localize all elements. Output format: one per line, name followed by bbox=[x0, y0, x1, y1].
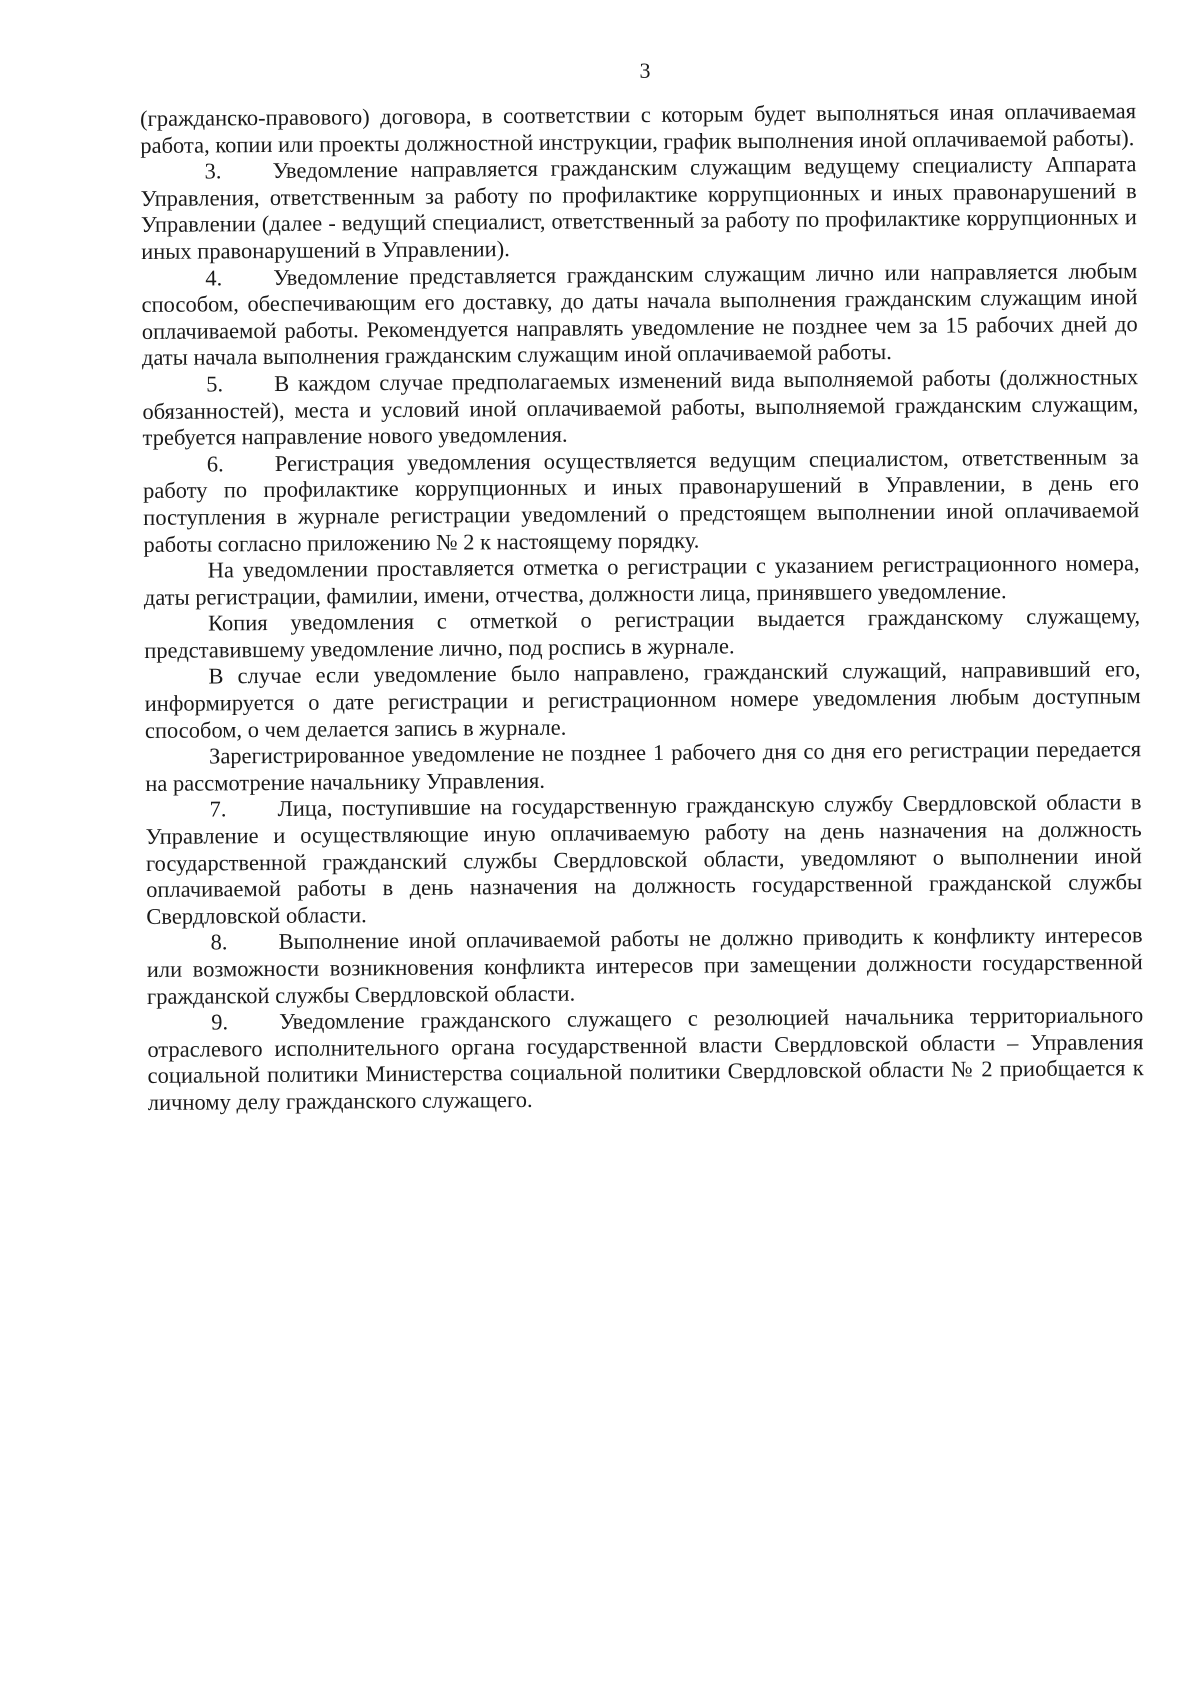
item-text: В каждом случае предполагаемых изменений вида выполняемой работы (должностных обязанностей), места и условий иной оплачиваемой работы, выполняемой гражданским служащим, требуется направление нового уведомления. bbox=[142, 364, 1139, 451]
item-number: 4. bbox=[205, 264, 223, 291]
page-number: 3 bbox=[639, 58, 651, 83]
registered-notification-paragraph: Зарегистрированное уведомление не позднее 1 рабочего дня со дня его регистрации передается на рассмотрение начальнику Управления. bbox=[145, 736, 1142, 796]
item-text: Регистрация уведомления осуществляется ведущим специалистом, ответственным за работу по профилактике коррупционных и иных правонарушений в Управлении, в день его поступления в журнале регистрации уведомлений о предстоящем выполнении иной оплачиваемой работы согласно приложению № 2 к настоящему порядку. bbox=[142, 443, 1140, 557]
item-number: 7. bbox=[209, 796, 227, 822]
numbered-item-8 bbox=[146, 923, 1143, 1011]
numbered-item-6 bbox=[143, 444, 1140, 558]
numbered-item-7 bbox=[145, 790, 1142, 931]
item-text: Уведомление гражданского служащего с резолюцией начальника территориального отраслевого исполнительного органа государственной власти Свердловской области – Управления социальной политики Министерства социальной политики Свердловской области № 2 приобщается к личному делу гражданского служащего. bbox=[147, 1002, 1144, 1115]
item-number: 9. bbox=[211, 1009, 229, 1035]
numbered-item-3 bbox=[140, 151, 1137, 265]
item-number: 6. bbox=[206, 451, 224, 477]
item-text: Уведомление представляется гражданским служащим лично или направляется любым способом, обеспечивающим его доставку, до даты начала выполнения гражданским служащим иной оплачиваемой работы. Рекомендуется направлять уведомление не позднее чем за 15 рабочих дней до даты начала выполнения гражданским служащим иной оплачиваемой работы. bbox=[141, 257, 1138, 371]
item-text: Лица, поступившие на государственную гражданскую службу Свердловской области в Управление и осуществляющие иную оплачиваемую работу на день назначения на должность государственной гражданский службы Свердловской области, уведомляют о выполнении иной оплачиваемой работы в день назначения на должность государственной гражданской службы Свердловской области. bbox=[145, 789, 1143, 929]
sent-notification-paragraph: В случае если уведомление было направлено, гражданский служащий, направивший его, информируется о дате регистрации и регистрационном номере уведомления любым доступным способом, о чем делается запись в журнале. bbox=[144, 656, 1141, 743]
copy-issuance-paragraph: Копия уведомления с отметкой о регистрации выдается гражданскому служащему, представившему уведомление лично, под роспись в журнале. bbox=[144, 603, 1141, 663]
item-text: Уведомление направляется гражданским служащим ведущему специалисту Аппарата Управления, ответственным за работу по профилактике коррупционных и иных правонарушений в Управлении (далее - ведущий специалист, ответственный за работу по профилактике коррупционных и иных правонарушений в Управлении). bbox=[140, 151, 1138, 264]
document-body bbox=[140, 98, 1144, 1116]
numbered-item-5 bbox=[142, 364, 1139, 452]
numbered-item-4 bbox=[141, 258, 1138, 372]
item-number: 3. bbox=[204, 158, 222, 184]
continuation-paragraph: (гражданско-правового) договора, в соответствии с которым будет выполняться иная оплачиваемая работа, копии или проекты должностной инструкции, график выполнения иной оплачиваемой работы). bbox=[140, 98, 1137, 158]
item-number: 8. bbox=[210, 929, 228, 955]
item-number: 5. bbox=[206, 371, 224, 397]
numbered-item-9 bbox=[147, 1002, 1144, 1116]
item-text: Выполнение иной оплачиваемой работы не должно приводить к конфликту интересов или возможности возникновения конфликта интересов при замещении должности государственной гражданской службы Свердловской области. bbox=[146, 922, 1143, 1009]
registration-mark-paragraph: На уведомлении проставляется отметка о регистрации с указанием регистрационного номера, даты регистрации, фамилии, имени, отчества, должности лица, принявшего уведомление. bbox=[143, 550, 1140, 610]
